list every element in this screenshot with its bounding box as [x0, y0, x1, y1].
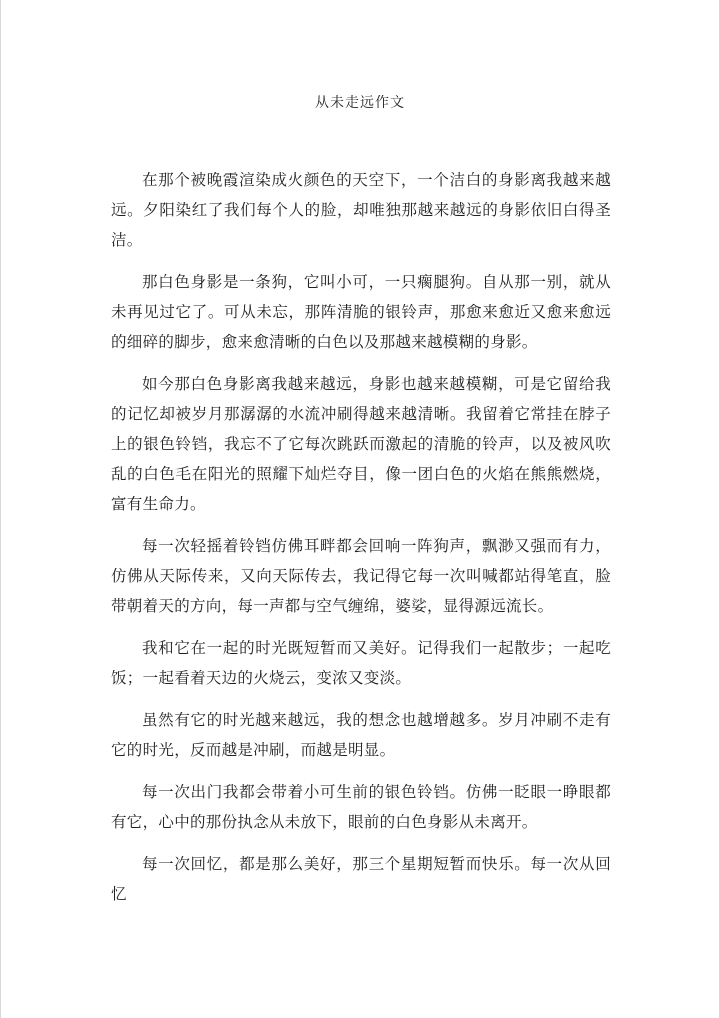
paragraph-4: 每一次轻摇着铃铛仿佛耳畔都会回响一阵狗声，飘渺又强而有力，仿佛从天际传来，又向天际传去，我记得它每一次叫喊都站得笔直，脸带朝着天的方向，每一声都与空气缠绵，婆娑，显得源远流长。	[111, 537, 611, 615]
paragraph-1: 在那个被晚霞渲染成火颜色的天空下，一个洁白的身影离我越来越远。夕阳染红了我们每个人的脸，却唯独那越来越远的身影依旧白得圣洁。	[111, 171, 611, 249]
paragraph-7: 每一次出门我都会带着小可生前的银色铃铛。仿佛一眨眼一睁眼都有它，心中的那份执念从未放下，眼前的白色身影从未离开。	[111, 783, 611, 831]
paragraph-8: 每一次回忆，都是那么美好，那三个星期短暂而快乐。每一次从回忆	[111, 855, 611, 903]
essay-body	[111, 165, 611, 921]
paragraph-6: 虽然有它的时光越来越远，我的想念也越增越多。岁月冲刷不走有它的时光，反而越是冲刷，而越是明显。	[111, 711, 611, 759]
paragraph-2: 那白色身影是一条狗，它叫小可，一只瘸腿狗。自从那一别，就从未再见过它了。可从未忘，那阵清脆的银铃声，那愈来愈近又愈来愈远的细碎的脚步，愈来愈清晰的白色以及那越来越模糊的身影。	[111, 273, 611, 351]
paragraph-5: 我和它在一起的时光既短暂而又美好。记得我们一起散步；一起吃饭；一起看着天边的火烧云，变浓又变淡。	[111, 639, 611, 687]
page-title: 从未走远作文	[315, 95, 405, 111]
paragraph-3: 如今那白色身影离我越来越远，身影也越来越模糊，可是它留给我的记忆却被岁月那潺潺的水流冲刷得越来越清晰。我留着它常挂在脖子上的银色铃铛，我忘不了它每次跳跃而激起的清脆的铃声，以及被风吹乱的白色毛在阳光的照耀下灿烂夺目，像一团白色的火焰在熊熊燃烧，富有生命力。	[111, 375, 611, 513]
